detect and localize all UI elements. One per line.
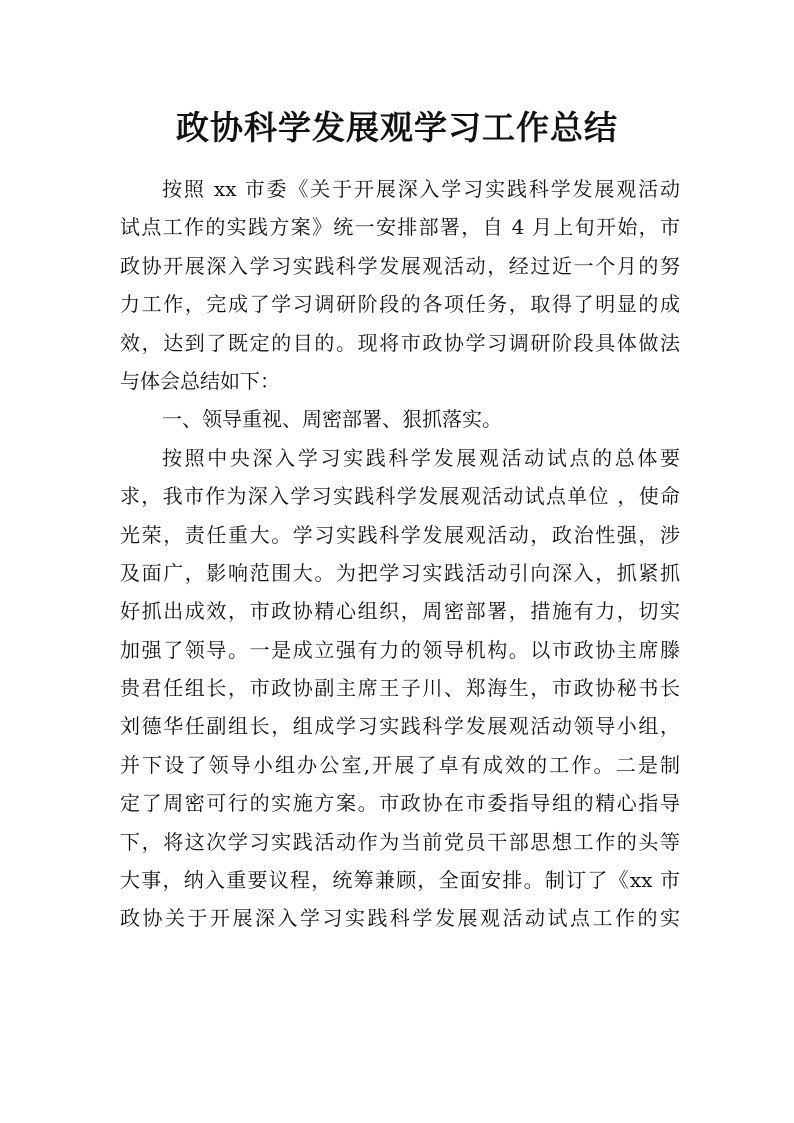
paragraph-line: 政协开展深入学习实践科学发展观活动，经过近一个月的努 <box>120 253 680 278</box>
paragraph-line: 好抓出成效，市政协精心组织，周密部署，措施有力，切实 <box>120 599 680 624</box>
document-body <box>120 170 680 938</box>
paragraph-line: 试点工作的实践方案》统一安排部署，自 4 月上旬开始，市 <box>120 215 680 240</box>
paragraph-line: 效，达到了既定的目的。现将市政协学习调研阶段具体做法 <box>120 330 680 355</box>
paragraph-line: 光荣，责任重大。学习实践科学发展观活动，政治性强，涉 <box>120 522 680 547</box>
paragraph-line: 加强了领导。一是成立强有力的领导机构。以市政协主席滕 <box>120 637 680 662</box>
paragraph-line: 刘德华任副组长，组成学习实践科学发展观活动领导小组， <box>120 714 680 739</box>
paragraph-line: 按照 xx 市委《关于开展深入学习实践科学发展观活动 <box>162 177 680 201</box>
document-title: 政协科学发展观学习工作总结 <box>176 108 618 147</box>
paragraph-line: 力工作，完成了学习调研阶段的各项任务，取得了明显的成 <box>120 292 680 317</box>
paragraph-line: 求，我市作为深入学习实践科学发展观活动试点单位 ，使命 <box>120 484 680 509</box>
paragraph-line: 大事，纳入重要议程，统筹兼顾，全面安排。制订了《xx 市 <box>120 868 680 893</box>
section-heading: 一、领导重视、周密部署、狠抓落实。 <box>162 407 502 432</box>
paragraph-line: 与体会总结如下： <box>120 368 280 393</box>
paragraph-line: 及面广，影响范围大。为把学习实践活动引向深入，抓紧抓 <box>120 560 680 585</box>
paragraph-line: 下，将这次学习实践活动作为当前党员干部思想工作的头等 <box>120 829 680 854</box>
paragraph-line: 政协关于开展深入学习实践科学发展观活动试点工作的实 <box>120 906 680 931</box>
paragraph-line: 按照中央深入学习实践科学发展观活动试点的总体要 <box>162 445 680 470</box>
paragraph-line: 并下设了领导小组办公室,开展了卓有成效的工作。二是制 <box>120 752 680 777</box>
paragraph-line: 贵君任组长，市政协副主席王子川、郑海生，市政协秘书长 <box>120 676 680 701</box>
paragraph-line: 定了周密可行的实施方案。市政协在市委指导组的精心指导 <box>120 791 680 816</box>
